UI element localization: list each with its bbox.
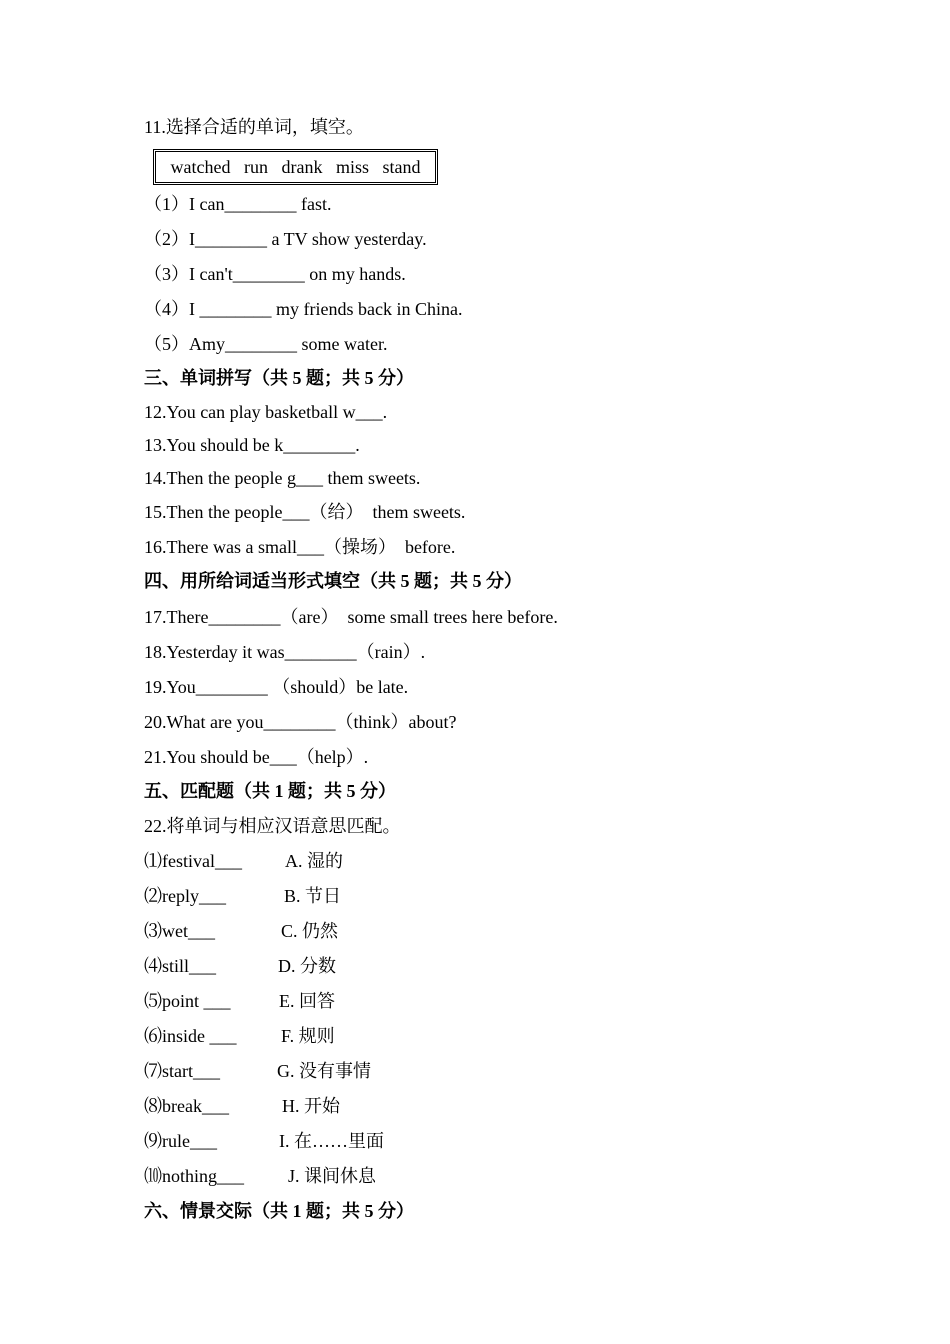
q12: 12.You can play basketball w___.	[144, 402, 388, 422]
match-right-b: B. 节日	[284, 886, 342, 906]
q11-item-4: （4）I ________ my friends back in China.	[144, 299, 463, 319]
q20: 20.What are you________（think）about?	[144, 712, 457, 732]
q11-item-5: （5）Amy________ some water.	[144, 334, 388, 354]
match-right-a: A. 湿的	[285, 851, 343, 871]
match-left-1: ⑴festival___	[144, 851, 242, 871]
match-left-5: ⑸point ___	[144, 991, 231, 1011]
q14: 14.Then the people g___ them sweets.	[144, 468, 421, 488]
match-right-e: E. 回答	[279, 991, 335, 1011]
q13: 13.You should be k________.	[144, 435, 360, 455]
match-left-8: ⑻break___	[144, 1096, 229, 1116]
section5-heading: 五、匹配题（共 1 题；共 5 分）	[144, 781, 396, 801]
q16: 16.There was a small___（操场） before.	[144, 537, 456, 557]
match-left-2: ⑵reply___	[144, 886, 226, 906]
word-bank-box	[153, 149, 438, 185]
match-left-10: ⑽nothing___	[144, 1166, 245, 1186]
q11-item-2: （2）I________ a TV show yesterday.	[144, 229, 427, 249]
match-right-j: J. 课间休息	[288, 1166, 377, 1186]
q15: 15.Then the people___（给） them sweets.	[144, 502, 466, 522]
word-bank-text: watched run drank miss stand	[170, 157, 421, 177]
match-left-9: ⑼rule___	[144, 1131, 217, 1151]
match-left-7: ⑺start___	[144, 1061, 220, 1081]
section4-heading: 四、用所给词适当形式填空（共 5 题；共 5 分）	[144, 571, 522, 591]
q17: 17.There________（are） some small trees here before.	[144, 607, 558, 627]
match-right-i: I. 在……里面	[279, 1131, 384, 1151]
q11-item-1: （1）I can________ fast.	[144, 194, 332, 214]
q22-title: 22.将单词与相应汉语意思匹配。	[144, 816, 401, 836]
q18: 18.Yesterday it was________（rain）.	[144, 642, 426, 662]
q19: 19.You________ （should）be late.	[144, 677, 409, 697]
match-left-3: ⑶wet___	[144, 921, 215, 941]
match-right-g: G. 没有事情	[277, 1061, 371, 1081]
q11-title: 11.选择合适的单词，填空。	[144, 117, 364, 137]
match-right-c: C. 仍然	[281, 921, 339, 941]
section6-heading: 六、情景交际（共 1 题；共 5 分）	[144, 1201, 414, 1221]
match-right-d: D. 分数	[278, 956, 336, 976]
match-left-4: ⑷still___	[144, 956, 217, 976]
q11-item-3: （3）I can't________ on my hands.	[144, 264, 406, 284]
match-right-f: F. 规则	[281, 1026, 335, 1046]
match-right-h: H. 开始	[282, 1096, 340, 1116]
match-left-6: ⑹inside ___	[144, 1026, 237, 1046]
q21: 21.You should be___（help）.	[144, 747, 369, 767]
section3-heading: 三、单词拼写（共 5 题；共 5 分）	[144, 368, 414, 388]
